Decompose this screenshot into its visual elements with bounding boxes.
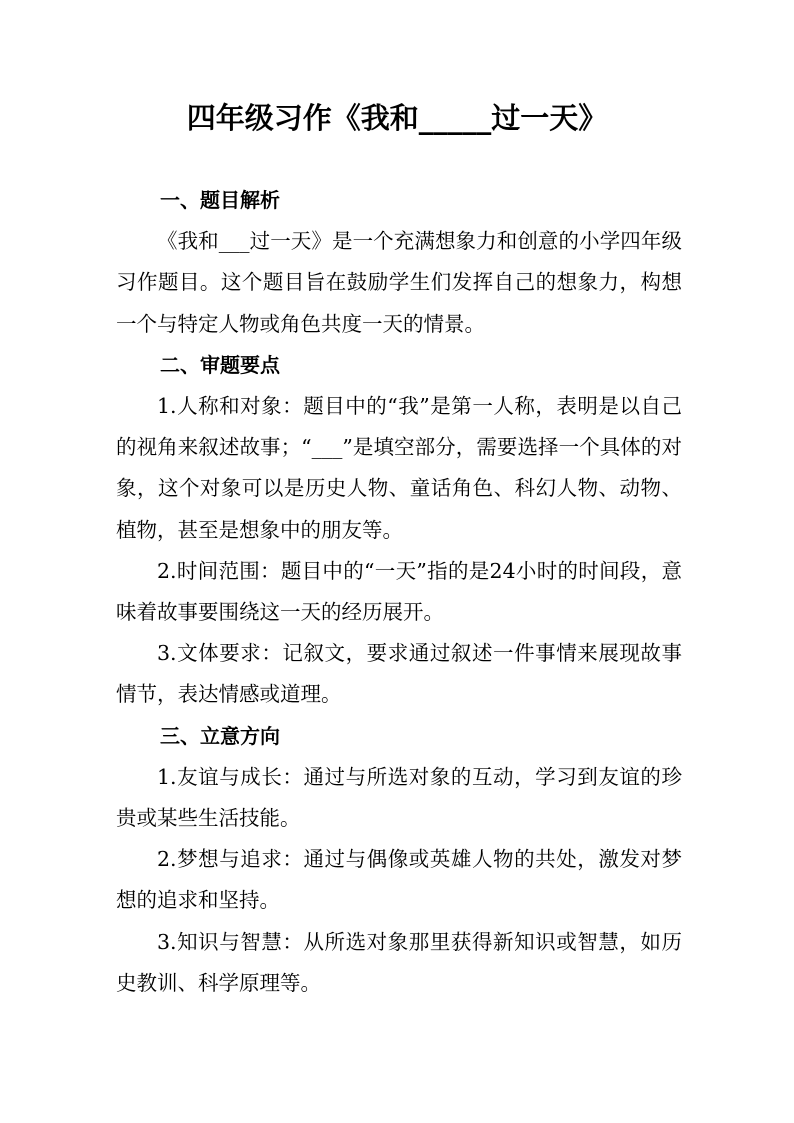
- document-title: 四年级习作《我和_____过一天》: [186, 101, 608, 135]
- document-body: [116, 180, 682, 1004]
- paragraph-time-range: 2.时间范围：题目中的“一天”指的是24小时的时间段，意味着故事要围绕这一天的经历展开。: [116, 558, 682, 625]
- paragraph-genre: 3.文体要求：记叙文，要求通过叙述一件事情来展现故事情节，表达情感或道理。: [116, 641, 682, 707]
- paragraph-knowledge: 3.知识与智慧：从所选对象那里获得新知识或智慧，如历史教训、科学原理等。: [116, 929, 682, 995]
- section-heading-analysis: 一、题目解析: [160, 188, 280, 212]
- paragraph-person-object: 1.人称和对象：题目中的“我”是第一人称，表明是以自己的视角来叙述故事；“___”是填空部分，需要选择一个具体的对象，这个对象可以是历史人物、童话角色、科幻人物、动物、植物，甚至是想象中的朋友等。: [116, 394, 682, 542]
- paragraph-dream: 2.梦想与追求：通过与偶像或英雄人物的共处，激发对梦想的追求和坚持。: [116, 847, 682, 913]
- paragraph-friendship: 1.友谊与成长：通过与所选对象的互动，学习到友谊的珍贵或某些生活技能。: [116, 764, 682, 831]
- section-heading-themes: 三、立意方向: [160, 723, 280, 748]
- section-heading-key-points: 二、审题要点: [160, 352, 280, 377]
- paragraph-analysis: 《我和___过一天》是一个充满想象力和创意的小学四年级习作题目。这个题目旨在鼓励学生们发挥自己的想象力，构想一个与特定人物或角色共度一天的情景。: [116, 229, 682, 336]
